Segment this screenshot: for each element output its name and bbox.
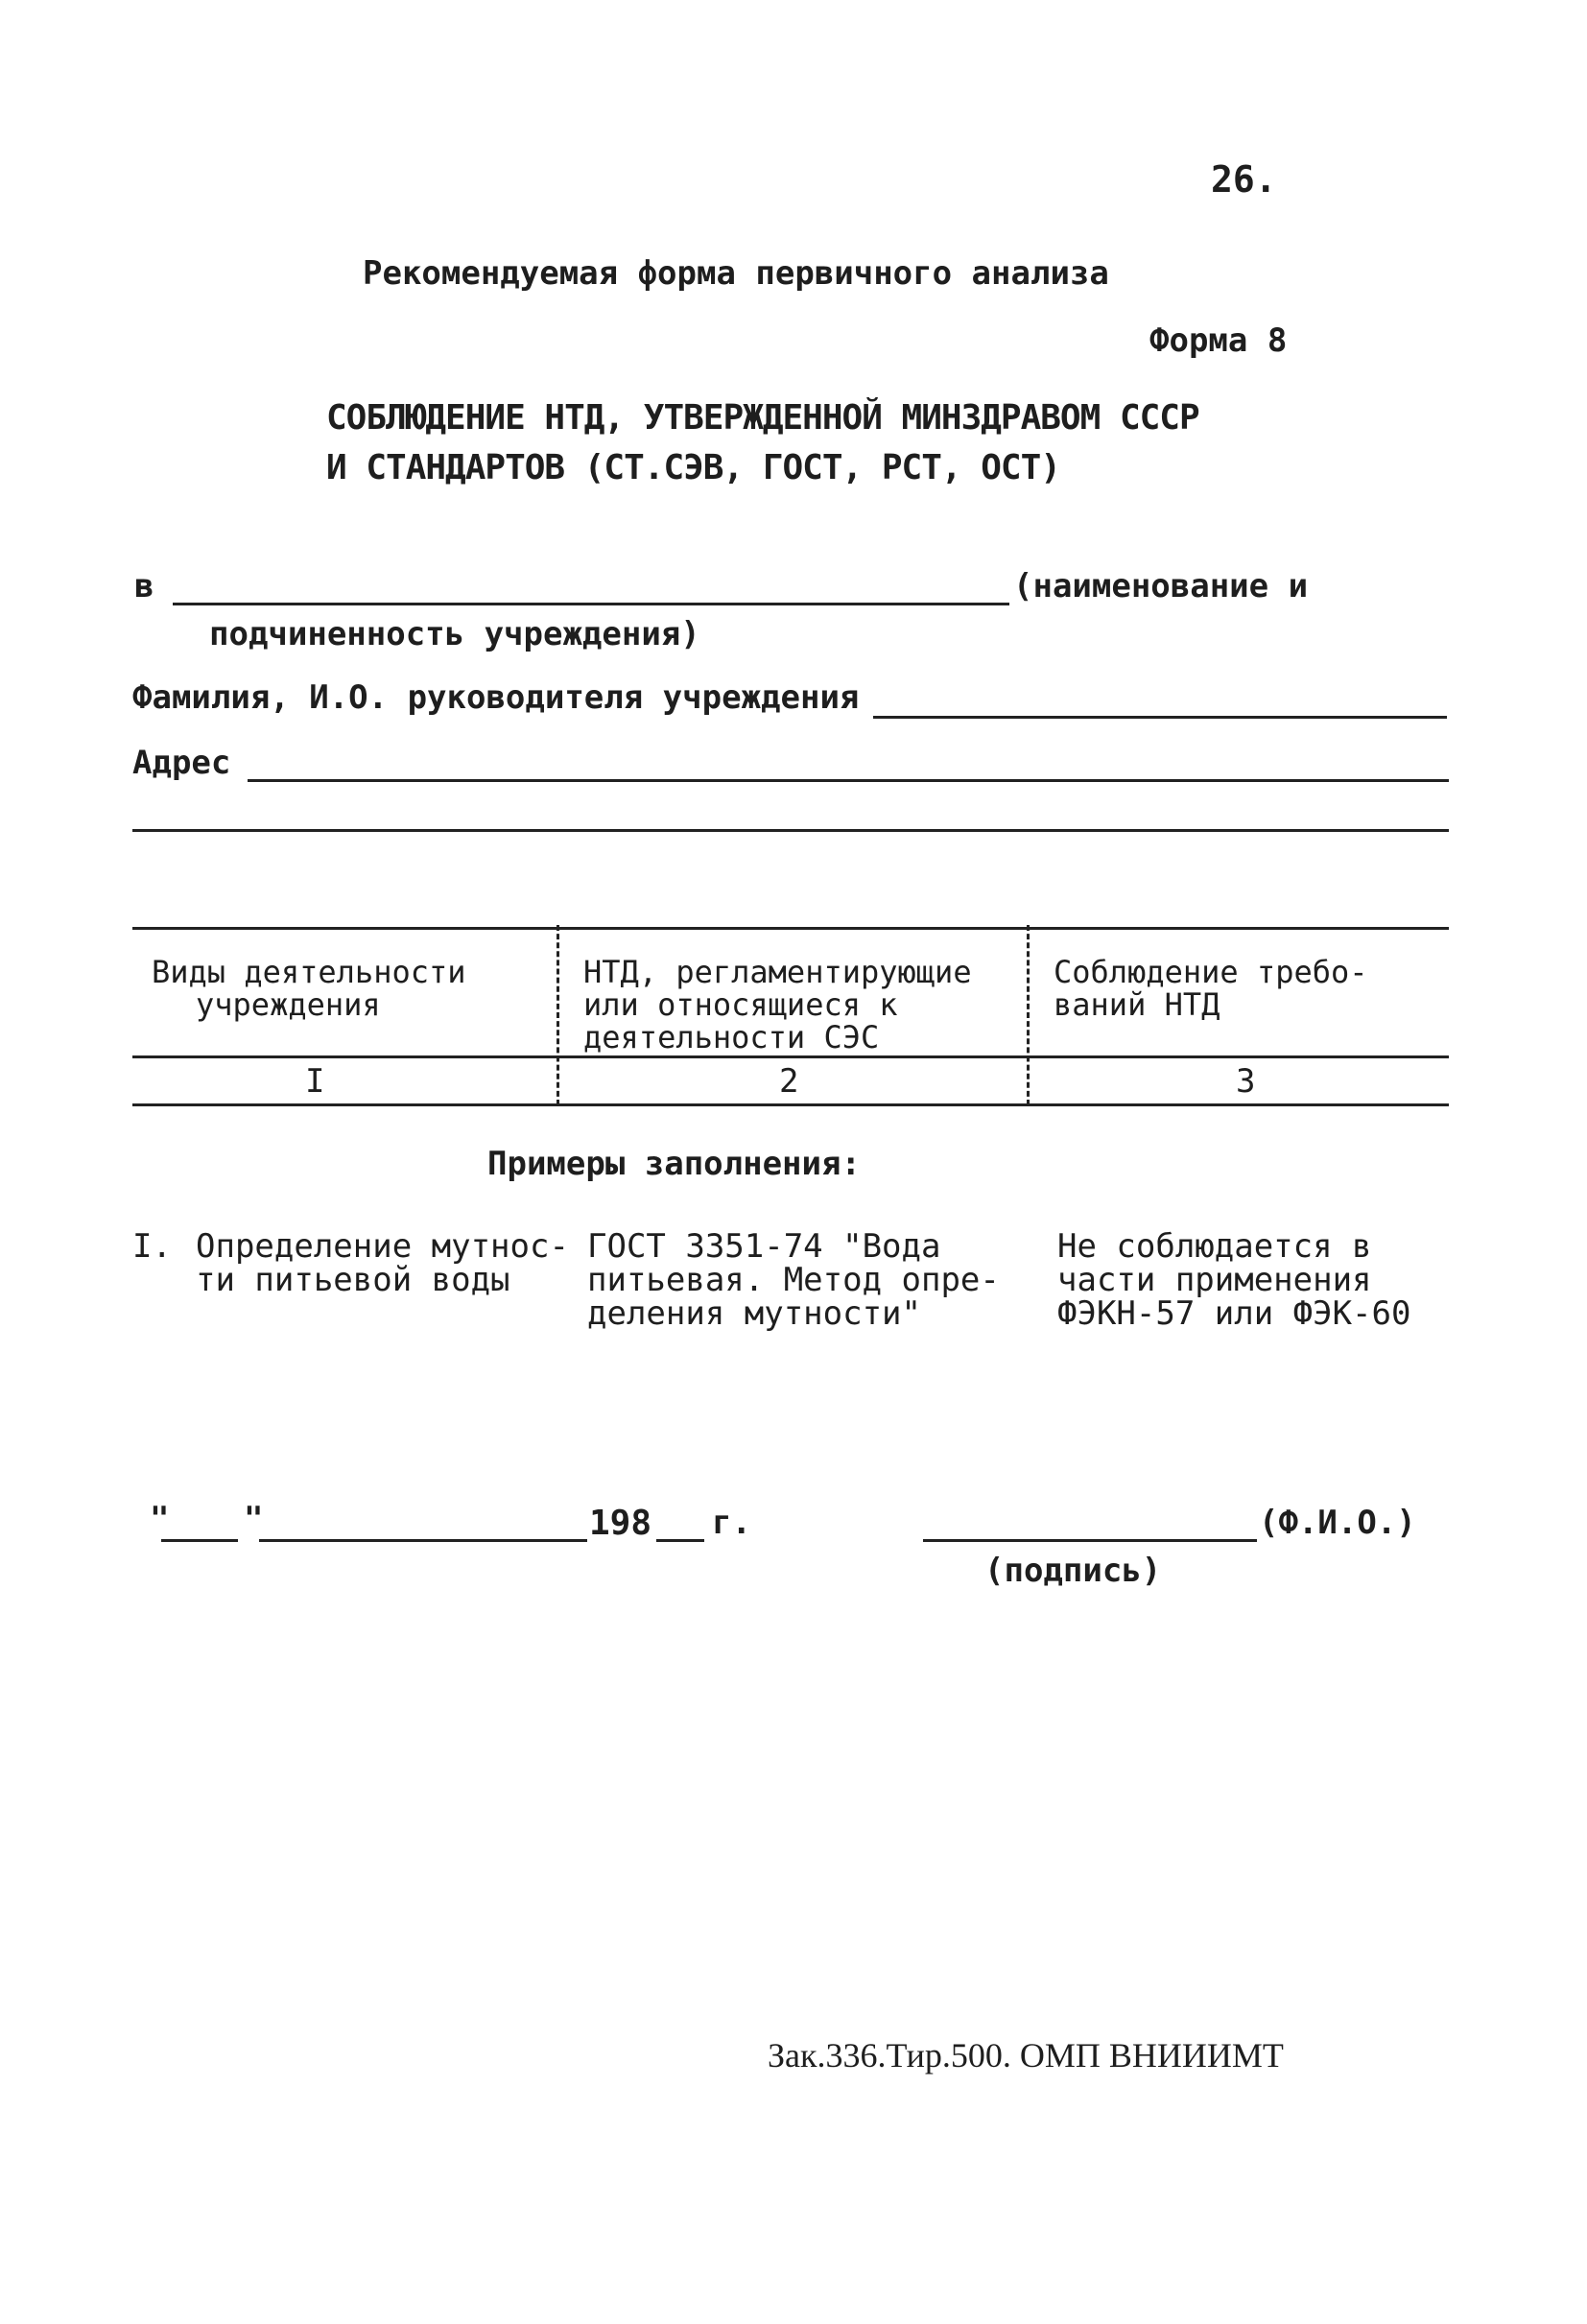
example-standard-line: ГОСТ 3351-74 "Вода bbox=[587, 1227, 941, 1266]
document-title-line-1: СОБЛЮДЕНИЕ НТД, УТВЕРЖДЕННОЙ МИНЗДРАВОМ СССР bbox=[326, 398, 1199, 438]
col3-header-line: ваний НТД bbox=[1054, 986, 1220, 1023]
table-header-col1 bbox=[152, 956, 466, 1021]
table-column-number-2: 2 bbox=[779, 1062, 799, 1101]
date-year-field[interactable] bbox=[656, 1539, 704, 1542]
example-activity-line: ти питьевой воды bbox=[196, 1261, 510, 1299]
institution-prefix: в bbox=[134, 567, 154, 605]
col1-header-line: Виды деятельности bbox=[152, 954, 466, 990]
date-quote-open: " bbox=[150, 1500, 170, 1538]
example-activity-line: Определение мутнос- bbox=[196, 1227, 569, 1266]
recommended-form-caption: Рекомендуемая форма первичного анализа bbox=[363, 254, 1109, 293]
address-label: Адрес bbox=[132, 744, 231, 782]
signature-field[interactable] bbox=[923, 1539, 1257, 1542]
signature-caption: (подпись) bbox=[984, 1552, 1162, 1590]
example-row-number: I. bbox=[132, 1227, 172, 1266]
col2-header-line: НТД, регламентирующие bbox=[583, 954, 972, 990]
table-header-col3 bbox=[1054, 956, 1368, 1021]
example-compliance bbox=[1057, 1227, 1411, 1333]
address-field[interactable] bbox=[248, 779, 1449, 782]
institution-note-a: (наименование и bbox=[1013, 567, 1309, 605]
print-imprint: Зак.336.Тир.500. ОМП ВНИИИМТ bbox=[768, 2036, 1284, 2075]
table-header-col2 bbox=[583, 956, 972, 1054]
document-title-line-2: И СТАНДАРТОВ (СТ.СЭВ, ГОСТ, РСТ, ОСТ) bbox=[326, 448, 1060, 487]
col1-header-line: учреждения bbox=[196, 986, 381, 1023]
institution-note-b: подчиненность учреждения) bbox=[209, 615, 700, 653]
head-of-institution-label: Фамилия, И.О. руководителя учреждения bbox=[132, 678, 860, 717]
date-day-field[interactable] bbox=[161, 1539, 238, 1542]
table-column-number-1: I bbox=[305, 1062, 325, 1101]
col2-header-line: или относящиеся к bbox=[583, 986, 898, 1023]
date-year-prefix: 198 bbox=[589, 1504, 652, 1543]
example-activity bbox=[196, 1227, 569, 1299]
table-header-rule bbox=[132, 1055, 1449, 1058]
head-of-institution-field[interactable] bbox=[873, 716, 1447, 719]
example-standard-line: деления мутности" bbox=[587, 1294, 921, 1333]
col3-header-line: Соблюдение требо- bbox=[1054, 954, 1368, 990]
col2-header-line: деятельности СЭС bbox=[583, 1019, 880, 1055]
form-number: Форма 8 bbox=[1149, 321, 1288, 360]
table-top-rule bbox=[132, 927, 1449, 930]
example-standard-line: питьевая. Метод опре- bbox=[587, 1261, 1000, 1299]
example-compliance-line: Не соблюдается в bbox=[1057, 1227, 1372, 1266]
date-quote-close: " bbox=[244, 1500, 264, 1538]
table-column-number-3: 3 bbox=[1236, 1062, 1256, 1101]
address-field-continuation[interactable] bbox=[132, 829, 1449, 832]
table-bottom-rule bbox=[132, 1103, 1449, 1106]
example-compliance-line: части применения bbox=[1057, 1261, 1372, 1299]
date-year-suffix: г. bbox=[712, 1504, 751, 1542]
table-divider-2 bbox=[1027, 925, 1030, 1105]
signature-fio: (Ф.И.О.) bbox=[1259, 1504, 1416, 1542]
page-number: 26. bbox=[1211, 158, 1277, 201]
date-month-field[interactable] bbox=[259, 1539, 587, 1542]
example-compliance-line: ФЭКН-57 или ФЭК-60 bbox=[1057, 1294, 1411, 1333]
institution-name-field[interactable] bbox=[173, 603, 1009, 605]
example-standard bbox=[587, 1227, 1000, 1333]
examples-title: Примеры заполнения: bbox=[487, 1145, 861, 1183]
table-divider-1 bbox=[557, 925, 559, 1105]
